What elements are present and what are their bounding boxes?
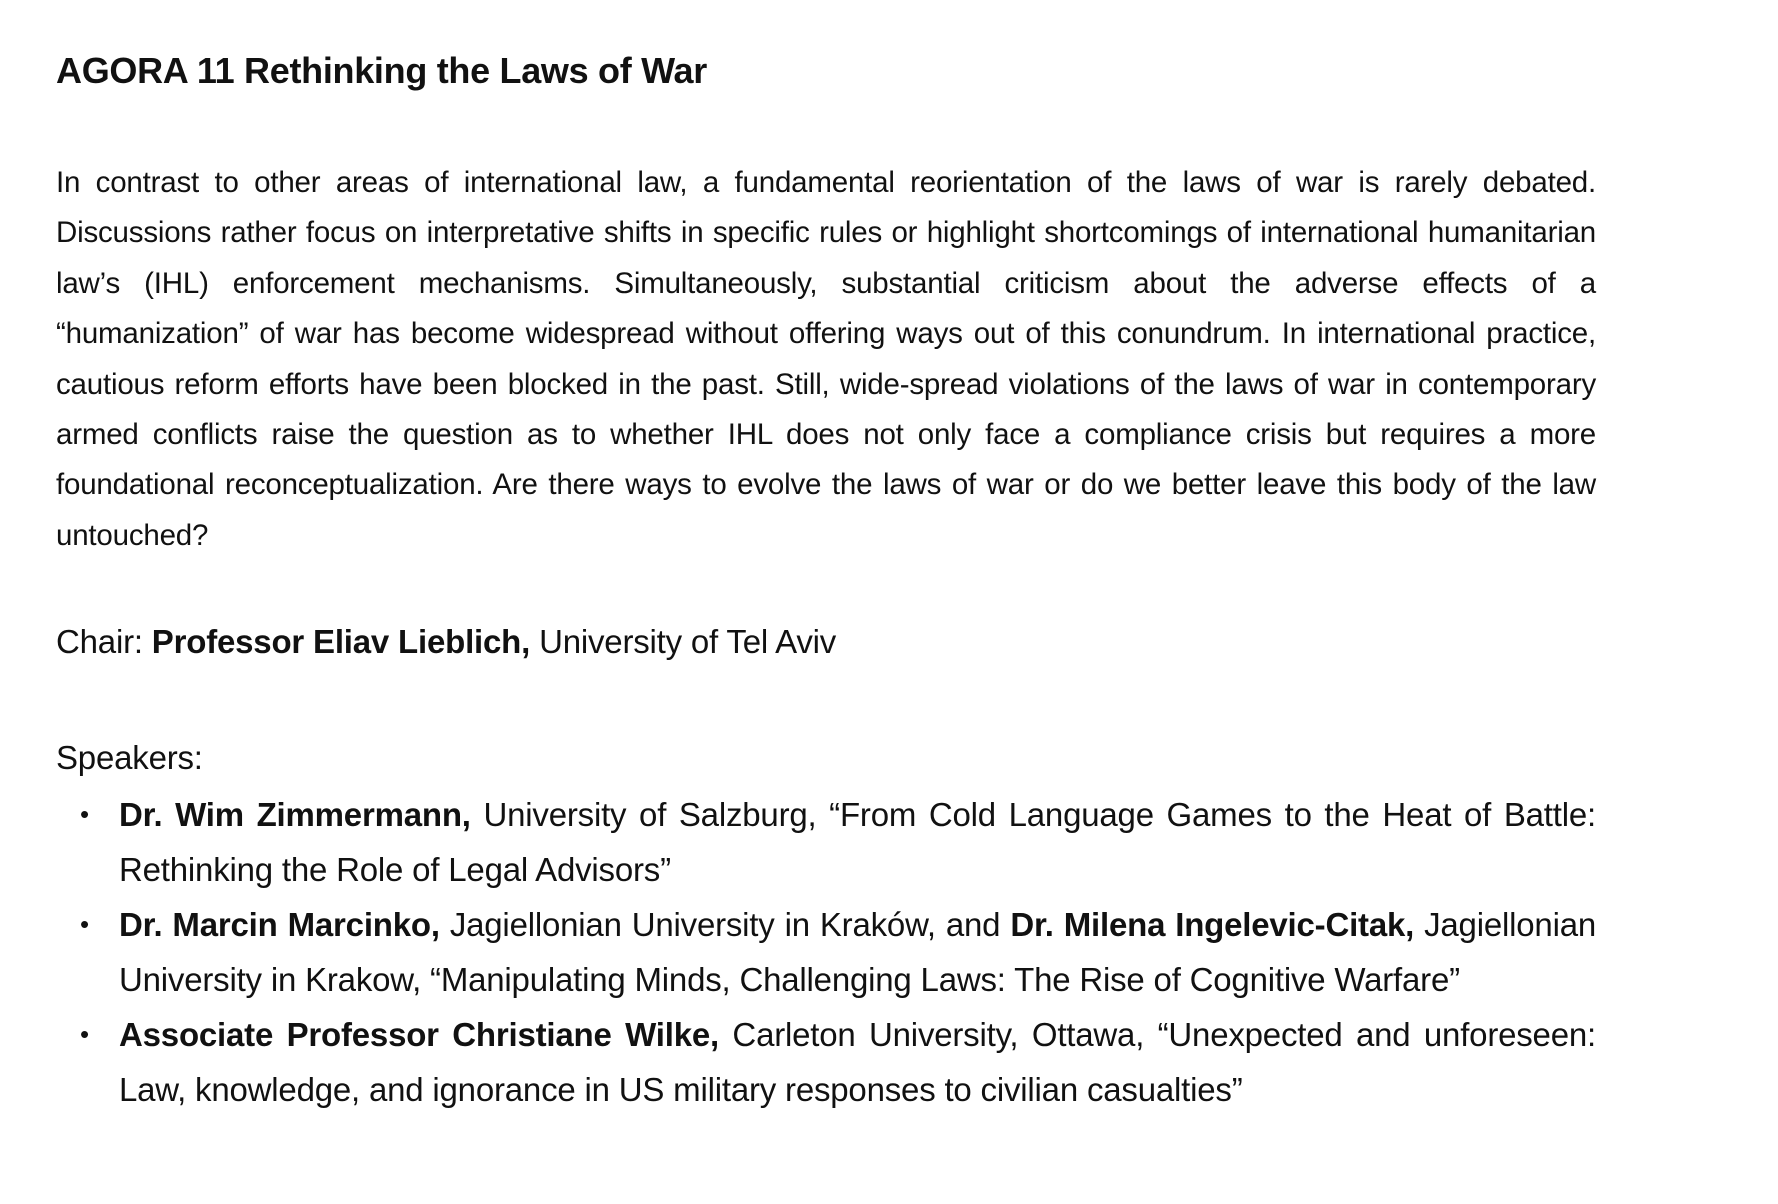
speaker-details: University of Salzburg, “From Cold Language Games to the Heat of Battle: Rethinking the Role of Legal Advisors” (119, 796, 1596, 889)
bullet-icon: • (80, 1019, 89, 1050)
chair-affiliation: University of Tel Aviv (530, 623, 837, 661)
speaker-name-second: Dr. Milena Ingelevic-Citak, (1010, 906, 1415, 944)
speaker-item (56, 787, 1596, 897)
speaker-item (56, 897, 1596, 1007)
speaker-details: Jagiellonian University in Kraków, and (439, 906, 1011, 944)
abstract-paragraph: In contrast to other areas of international law, a fundamental reorientation of the laws of war is rarely debated. Discussions rather focus on interpretative shifts in specific rules or highlight shortcomings of international humanitarian law’s (IHL) enforcement mechanisms. Simultaneously, substantial criticism about the adverse effects of a “humanization” of war has become widespread without offering ways out of this conundrum. In international practice, cautious reform efforts have been blocked in the past. Still, wide-spread violations of the laws of war in contemporary armed conflicts raise the question as to whether IHL does not only face a compliance crisis but requires a more foundational reconceptualization. Are there ways to evolve the laws of war or do we better leave this body of the law untouched? (56, 166, 1596, 552)
speaker-details-second: Jagiellonian University in Krakow, “Manipulating Minds, Challenging Laws: The Rise of Cognitive Warfare” (119, 906, 1597, 999)
document-page (56, 46, 1596, 1117)
chair-name: Professor Eliav Lieblich, (151, 623, 531, 661)
speaker-name: Dr. Marcin Marcinko, (119, 906, 440, 944)
speakers-heading: Speakers: (56, 739, 203, 777)
chair-line (56, 617, 1596, 667)
speaker-name: Associate Professor Christiane Wilke, (119, 1016, 719, 1054)
bullet-icon: • (80, 909, 89, 940)
document-title: AGORA 11 Rethinking the Laws of War (56, 50, 707, 91)
bullet-icon: • (80, 799, 89, 830)
speaker-name: Dr. Wim Zimmermann, (119, 796, 471, 834)
chair-label: Chair: (56, 623, 152, 661)
speaker-details: Carleton University, Ottawa, “Unexpected and unforeseen: Law, knowledge, and ignorance in US military responses to civilian casualties” (119, 1016, 1596, 1109)
speaker-item (56, 1007, 1596, 1117)
speakers-list (56, 787, 1596, 1117)
